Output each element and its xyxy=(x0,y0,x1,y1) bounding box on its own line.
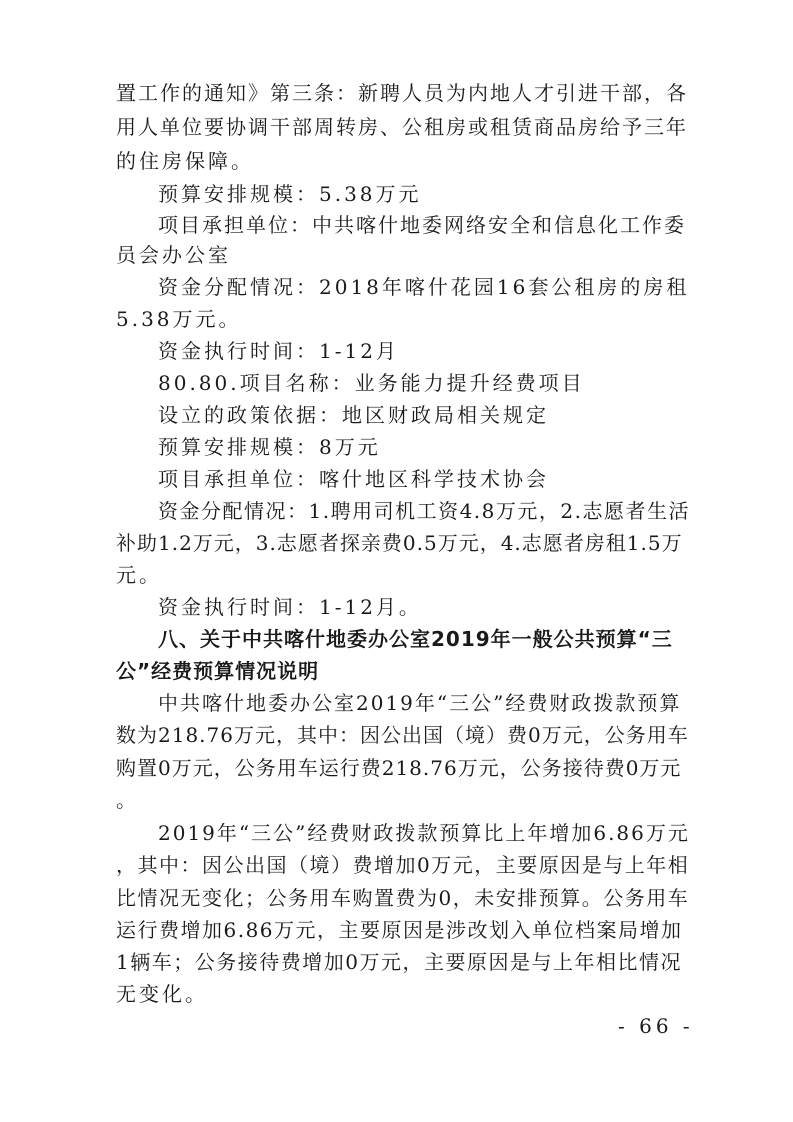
text-line: 资金分配情况：1.聘用司机工资4.8万元，2.志愿者生活 xyxy=(158,499,690,523)
text-line: 中共喀什地委办公室2019年“三公”经费财政拨款预算 xyxy=(158,691,682,715)
text-line: 资金分配情况：2018年喀什花园16套公租房的房租 xyxy=(158,275,690,299)
text-line: 的住房保障。 xyxy=(116,149,254,173)
text-line: 购置0万元，公务用车运行费218.76万元，公务接待费0万元 xyxy=(116,756,682,780)
page-number: - 66 - xyxy=(618,1014,694,1038)
text-line: 预算安排规模：8万元 xyxy=(158,435,381,459)
text-line: 用人单位要协调干部周转房、公租房或租赁商品房给予三年 xyxy=(116,115,688,139)
text-line: ，其中：因公出国（境）费增加0万元，主要原因是与上年相 xyxy=(116,853,690,877)
text-line: 预算安排规模：5.38万元 xyxy=(158,182,422,206)
text-line: 80.80.项目名称：业务能力提升经费项目 xyxy=(158,371,585,395)
text-line: 元。 xyxy=(116,563,162,587)
section-heading: 公”经费预算情况说明 xyxy=(116,659,320,683)
text-line: 5.38万元。 xyxy=(116,307,242,331)
text-line: 项目承担单位：喀什地区科学技术协会 xyxy=(158,467,549,491)
text-line: 补助1.2万元，3.志愿者探亲费0.5万元，4.志愿者房租1.5万 xyxy=(116,531,683,555)
section-heading: 八、关于中共喀什地委办公室2019年一般公共预算“三 xyxy=(158,627,673,651)
text-line: 资金执行时间：1-12月。 xyxy=(158,595,422,619)
text-line: 设立的政策依据：地区财政局相关规定 xyxy=(158,403,549,427)
text-line: 员会办公室 xyxy=(116,243,231,267)
text-line: 运行费增加6.86万元，主要原因是涉改划入单位档案局增加 xyxy=(116,918,683,942)
text-line: 2019年“三公”经费财政拨款预算比上年增加6.86万元 xyxy=(158,821,690,845)
text-line: 数为218.76万元，其中：因公出国（境）费0万元，公务用车 xyxy=(116,723,689,747)
text-line: 项目承担单位：中共喀什地委网络安全和信息化工作委 xyxy=(158,213,686,237)
text-line: 置工作的通知》第三条：新聘人员为内地人才引进干部，各 xyxy=(116,81,688,105)
text-line: 。 xyxy=(116,788,139,812)
text-line: 比情况无变化；公务用车购置费为0，未安排预算。公务用车 xyxy=(116,886,690,910)
text-line: 资金执行时间：1-12月 xyxy=(158,339,399,363)
text-line: 无变化。 xyxy=(116,982,208,1006)
text-line: 1辆车；公务接待费增加0万元，主要原因是与上年相比情况 xyxy=(116,950,682,974)
